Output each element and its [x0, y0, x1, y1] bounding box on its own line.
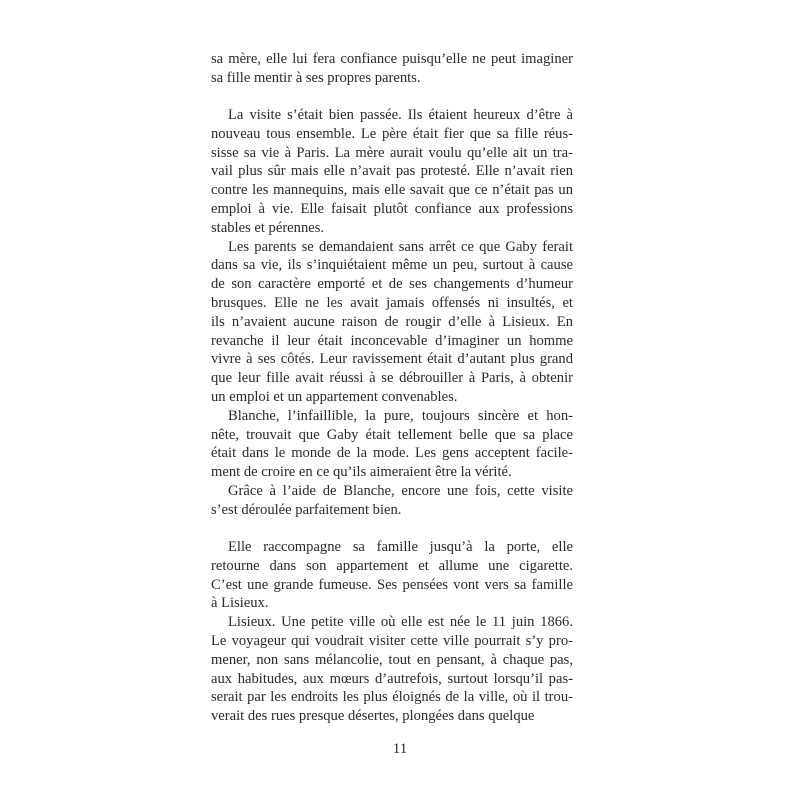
- paragraph: [211, 407, 573, 482]
- text-line: C’est une grande fumeuse. Ses pensées vont vers sa famille: [211, 576, 573, 593]
- text-line: un emploi et un appartement convenables.: [211, 388, 458, 405]
- text-line: mener, non sans mélancolie, tout en pensant, à chaque pas,: [211, 651, 573, 668]
- text-line: vail plus sûr mais elle n’avait pas protesté. Elle n’avait rien: [211, 163, 573, 180]
- text-line: Blanche, l’infaillible, la pure, toujours sincère et hon-: [228, 407, 573, 424]
- text-line: revanche il leur était inconcevable d’imaginer un homme: [211, 332, 573, 349]
- paragraph: [211, 538, 573, 613]
- text-line: de son caractère emporté et de ses changements d’humeur: [211, 276, 573, 293]
- text-line: Les parents se demandaient sans arrêt ce que Gaby ferait: [228, 238, 573, 255]
- text-line: retourne dans son appartement et allume une cigarette.: [211, 557, 573, 574]
- text-line: vivre à ses côtés. Leur ravissement était d’autant plus grand: [211, 351, 573, 368]
- text-section-3: [211, 538, 573, 726]
- text-line: sa mère, elle lui fera confiance puisqu’elle ne peut imaginer: [211, 51, 573, 67]
- text-line: nouveau tous ensemble. Le père était fier que sa fille réus-: [211, 125, 573, 142]
- text-line: à Lisieux.: [211, 595, 269, 612]
- text-section-1: [211, 50, 573, 88]
- text-line: verait des rues presque désertes, plongées dans quelque: [211, 708, 535, 725]
- text-line: aux habitudes, aux mœurs d’autrefois, surtout lorsqu’il pas-: [211, 670, 573, 687]
- text-line: contre les mannequins, mais elle savait que ce n’était pas un: [211, 182, 573, 199]
- text-line: Lisieux. Une petite ville où elle est née le 11 juin 1866.: [228, 614, 573, 631]
- paragraph: [211, 482, 573, 520]
- page-number: 11: [392, 741, 408, 757]
- text-line: emploi à vie. Elle faisait plutôt confiance aux professions: [211, 200, 573, 217]
- text-line: nête, trouvait que Gaby était tellement belle que sa place: [211, 426, 573, 443]
- text-line: s’est déroulée parfaitement bien.: [211, 501, 402, 518]
- paragraph: [211, 613, 573, 726]
- text-line: Le voyageur qui voudrait visiter cette ville pourrait s’y pro-: [211, 632, 573, 649]
- text-line: Grâce à l’aide de Blanche, encore une fois, cette visite: [228, 482, 573, 499]
- text-section-2: [211, 106, 573, 520]
- text-line: sisse sa vie à Paris. La mère aurait voulu qu’elle ait un tra-: [211, 144, 573, 161]
- text-line: Elle raccompagne sa famille jusqu’à la porte, elle: [228, 539, 573, 555]
- text-line: ils n’avaient aucune raison de rougir d’elle à Lisieux. En: [211, 313, 573, 330]
- text-line: La visite s’était bien passée. Ils étaient heureux d’être à: [228, 107, 573, 123]
- text-line: dans sa vie, ils s’inquiétaient même un peu, surtout à cause: [211, 257, 573, 274]
- text-line: était dans le monde de la mode. Les gens acceptent facile-: [211, 445, 573, 462]
- text-line: ment de croire en ce qu’ils aimeraient être la vérité.: [211, 464, 512, 481]
- text-line: que leur fille avait réussi à se débrouiller à Paris, à obtenir: [211, 370, 573, 387]
- text-line: serait par les endroits les plus éloignés de la ville, où il trou-: [211, 689, 573, 706]
- text-line: stables et pérennes.: [211, 219, 325, 236]
- paragraph: [211, 50, 573, 88]
- paragraph: [211, 238, 573, 407]
- text-line: sa fille mentir à ses propres parents.: [211, 69, 421, 86]
- text-line: brusques. Elle ne les avait jamais offensés ni insultés, et: [211, 294, 573, 311]
- paragraph: [211, 106, 573, 238]
